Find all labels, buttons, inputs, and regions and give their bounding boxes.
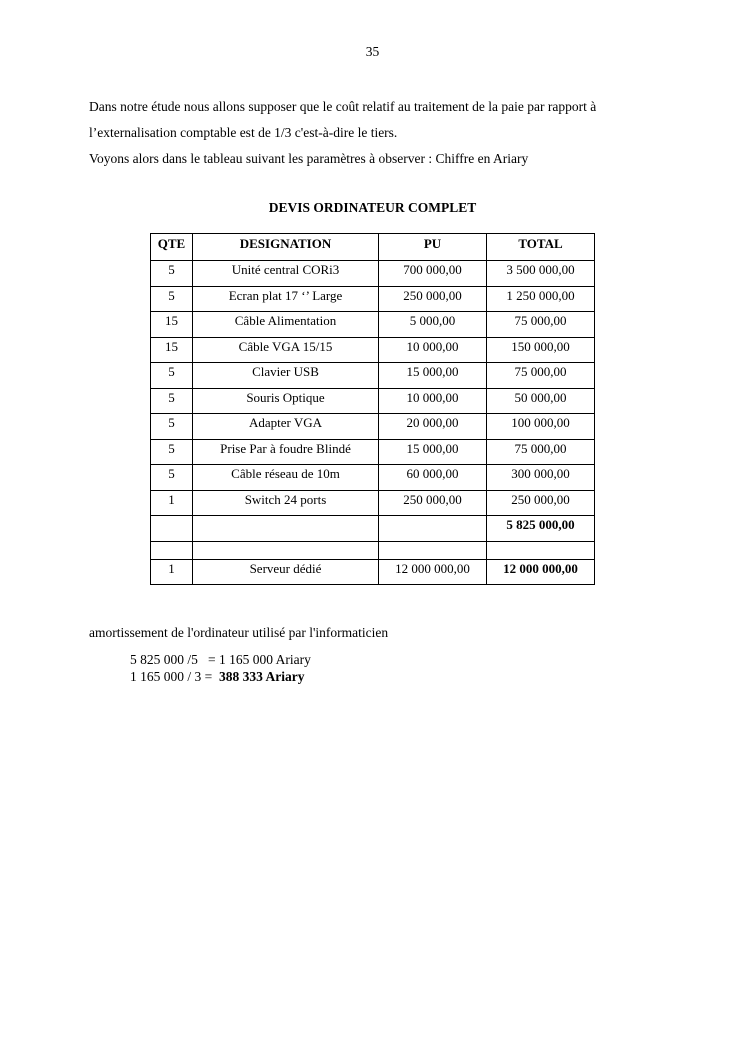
cell-pu: 10 000,00 [379, 337, 487, 363]
cell-total: 150 000,00 [487, 337, 595, 363]
quote-table [150, 233, 595, 585]
server-row [151, 559, 595, 585]
cell-total: 100 000,00 [487, 414, 595, 440]
cell-pu: 250 000,00 [379, 490, 487, 516]
cell-qte: 5 [151, 363, 193, 389]
table-row [151, 439, 595, 465]
cell-qte: 5 [151, 286, 193, 312]
cell-designation: Clavier USB [193, 363, 379, 389]
cell-designation: Câble Alimentation [193, 312, 379, 338]
table-row [151, 414, 595, 440]
cell-empty [193, 541, 379, 559]
cell-pu: 250 000,00 [379, 286, 487, 312]
cell-total: 250 000,00 [487, 490, 595, 516]
table-row [151, 261, 595, 287]
amortization-label-block [89, 625, 388, 641]
cell-total: 75 000,00 [487, 363, 595, 389]
cell-designation: Serveur dédié [193, 559, 379, 585]
table-row [151, 363, 595, 389]
cell-total: 1 250 000,00 [487, 286, 595, 312]
calc-line-2 [130, 668, 311, 685]
spacer-row [151, 541, 595, 559]
cell-pu: 12 000 000,00 [379, 559, 487, 585]
cell-total: 75 000,00 [487, 439, 595, 465]
cell-qte: 15 [151, 312, 193, 338]
cell-qte: 5 [151, 465, 193, 491]
cell-designation: Ecran plat 17 ‘’ Large [193, 286, 379, 312]
calc-line-1: 5 825 000 /5 = 1 165 000 Ariary [130, 652, 311, 667]
subtotal-row [151, 516, 595, 542]
cell-empty [379, 541, 487, 559]
cell-designation: Switch 24 ports [193, 490, 379, 516]
cell-pu: 20 000,00 [379, 414, 487, 440]
cell-pu: 10 000,00 [379, 388, 487, 414]
cell-qte: 15 [151, 337, 193, 363]
cell-total: 12 000 000,00 [487, 559, 595, 585]
cell-pu: 15 000,00 [379, 363, 487, 389]
amortization-label: amortissement de l'ordinateur utilisé par l'informaticien [89, 625, 389, 640]
cell-empty [487, 541, 595, 559]
table-row [151, 465, 595, 491]
cell-total: 75 000,00 [487, 312, 595, 338]
header-qte: QTE [151, 234, 193, 261]
cell-designation: Unité central CORi3 [193, 261, 379, 287]
cell-designation: Câble réseau de 10m [193, 465, 379, 491]
cell-pu: 60 000,00 [379, 465, 487, 491]
calc-line-2-prefix: 1 165 000 / 3 = [130, 669, 219, 684]
table-row [151, 286, 595, 312]
cell-empty [151, 516, 193, 542]
table-title: DEVIS ORDINATEUR COMPLET [268, 200, 477, 215]
cell-designation: Souris Optique [193, 388, 379, 414]
cell-pu: 15 000,00 [379, 439, 487, 465]
cell-qte: 1 [151, 490, 193, 516]
table-row [151, 312, 595, 338]
header-total: TOTAL [487, 234, 595, 261]
table-header-row [151, 234, 595, 261]
cell-qte: 5 [151, 388, 193, 414]
cell-empty [151, 541, 193, 559]
subtotal-value: 5 825 000,00 [487, 516, 595, 542]
intro-line-3: Voyons alors dans le tableau suivant les paramètres à observer : Chiffre en Ariary [89, 151, 529, 166]
cell-total: 300 000,00 [487, 465, 595, 491]
cell-qte: 1 [151, 559, 193, 585]
cell-qte: 5 [151, 439, 193, 465]
header-designation: DESIGNATION [193, 234, 379, 261]
cell-designation: Adapter VGA [193, 414, 379, 440]
cell-designation: Câble VGA 15/15 [193, 337, 379, 363]
intro-line-2: l’externalisation comptable est de 1/3 c'est-à-dire le tiers. [89, 125, 398, 140]
amortization-calculation [130, 651, 311, 685]
page-number: 35 [365, 44, 380, 59]
table-row [151, 337, 595, 363]
calc-result: 388 333 Ariary [219, 669, 305, 684]
intro-paragraph [89, 94, 679, 172]
cell-empty [193, 516, 379, 542]
cell-empty [379, 516, 487, 542]
header-pu: PU [379, 234, 487, 261]
table-row [151, 490, 595, 516]
cell-qte: 5 [151, 261, 193, 287]
cell-total: 50 000,00 [487, 388, 595, 414]
cell-total: 3 500 000,00 [487, 261, 595, 287]
cell-pu: 5 000,00 [379, 312, 487, 338]
cell-designation: Prise Par à foudre Blindé [193, 439, 379, 465]
cell-pu: 700 000,00 [379, 261, 487, 287]
cell-qte: 5 [151, 414, 193, 440]
intro-line-1: Dans notre étude nous allons supposer que le coût relatif au traitement de la paie par rapport à [89, 99, 597, 114]
table-row [151, 388, 595, 414]
